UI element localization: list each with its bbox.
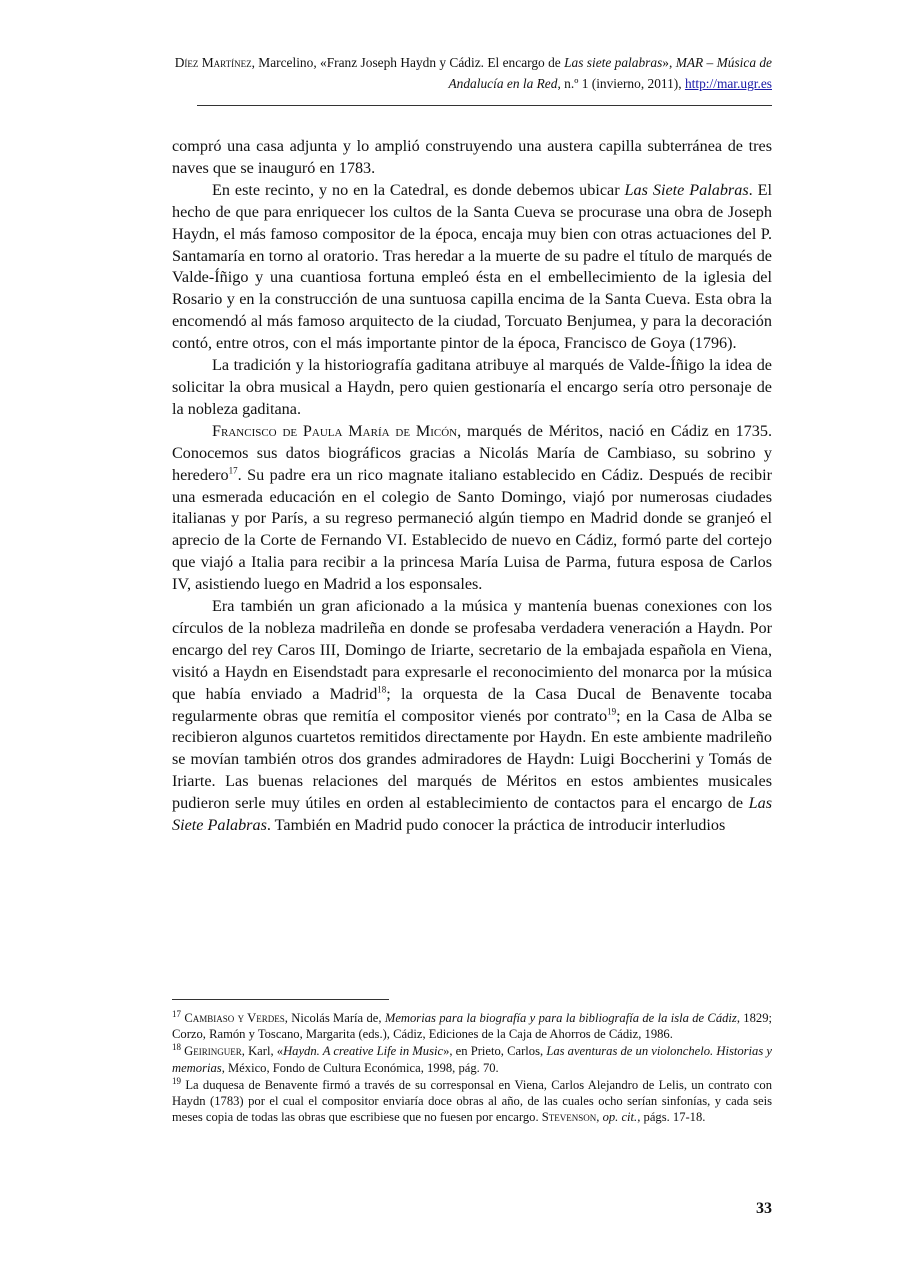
footnote-ref-17[interactable]: 17: [228, 465, 238, 476]
footnote-divider: [172, 999, 389, 1000]
header-after-title: »,: [662, 55, 676, 70]
paragraph-5: Era también un gran aficionado a la música y mantenía buenas conexiones con los círculos de la nobleza madrileña en donde se profesaba verdadera veneración a Haydn. Por encargo del rey Caros III, Domingo de Iriarte, secretario de la embajada española en Viena, visitó a Haydn en Eisendstadt para expresarle el reconocimiento del monarca por la música que había enviado a Madrid$^{18}$; la orquesta de la Casa Ducal de Benavente tocaba regularmente obras que remitía el compositor vienés por contrato$^{19}$; en la Casa de Alba se recibieron algunos cuartetos remitidos directamente por Haydn. En este ambiente madrileño se movían también otros dos grandes admiradores de Haydn: Luigi Boccherini y Tomás de Iriarte. Las buenas relaciones del marqués de Méritos en estos ambientes musicales pudieron serle muy útiles en orden al establecimiento de contactos para el encargo de Las Siete Palabras. También en Madrid pudo conocer la práctica de introducir interludios: [172, 597, 772, 835]
paragraph-2: En este recinto, y no en la Catedral, es donde debemos ubicar Las Siete Palabras. El hecho de que para enriquecer los cultos de la Santa Cueva se procurase una obra de Joseph Haydn, el más famoso compositor de la época, encaja muy bien con otras actuaciones del P. Santamaría en torno al oratorio. Tras heredar a la muerte de su padre el título de marqués de Valde-Íñigo y una cuantiosa fortuna empleó ésta en el embellecimiento de la iglesia del Rosario y en la construcción de una suntuosa capilla encima de la Santa Cueva. Esta obra la encomendó al más famoso arquitecto de la ciudad, Torcuato Benjumea, y para la decoración contó, entre otros, con el más importante pintor de la época, Francisco de Goya (1796).: [172, 180, 772, 353]
footnote-19: $^{19}$ La duquesa de Benavente firmó a través de su corresponsal en Viena, Carlos Alejandro de Lelis, un contrato con Haydn (1783) por el cual el compositor enviaría doce obras al año, de las cuales ocho serían sinfonías, y cada seis meses copia de todas las obras que escribiese que no fuesen por encargo. Stevenson, op. cit., págs. 17-18.: [172, 1075, 772, 1125]
header-url-link[interactable]: http://mar.ugr.es: [684, 76, 772, 91]
footnote-17: $^{17}$ Cambiaso y Verdes, Nicolás María de, Memorias para la biografía y para la bibliografía de la isla de Cádiz, 1829; Corzo, Ramón y Toscano, Margarita (eds.), Cádiz, Ediciones de la Caja de Ahorros de Cádiz, 1986.: [172, 1008, 772, 1042]
header-journal: MAR – Música de Andalucía en la Red: [448, 55, 772, 91]
paragraph-1: compró una casa adjunta y lo amplió construyendo una austera capilla subterránea de tres naves que se inauguró en 1783.: [172, 137, 772, 177]
main-text: [172, 136, 772, 837]
paragraph-4: Francisco de Paula María de Micón, marqués de Méritos, nació en Cádiz en 1735. Conocemos sus datos biográficos gracias a Nicolás María de Cambiaso, su sobrino y heredero$^{17}$. Su padre era un rico magnate italiano establecido en Cádiz. Después de recibir una esmerada educación en el colegio de Santo Domingo, viajó por numerosas ciudades italianas y por París, a su regreso permaneció algún tiempo en Madrid donde se granjeó el aprecio de la Corte de Fernando VI. Establecido de nuevo en Cádiz, formó parte del cortejo que viajó a Italia para recibir a la princesa María Luisa de Parma, futura esposa de Carlos IV, asistiendo luego en Madrid a los esponsales.: [172, 421, 772, 594]
paragraph-3: La tradición y la historiografía gaditana atribuye al marqués de Valde-Íñigo la idea de solicitar la obra musical a Haydn, pero quien gestionaría el encargo sería otro personaje de la nobleza gaditana.: [172, 356, 772, 418]
header-author-rest: , Marcelino, «Franz Joseph Haydn y Cádiz. El encargo de: [251, 55, 565, 70]
page-number: 33: [756, 1200, 772, 1217]
header-author: Díez Martínez: [174, 55, 252, 70]
header-divider: [197, 105, 772, 106]
header-issue: , n.º 1 (invierno, 2011),: [557, 76, 685, 91]
footnotes: [172, 1010, 772, 1126]
header-work-title: Las siete palabras: [564, 55, 663, 70]
running-header: [172, 52, 772, 94]
footnote-ref-18[interactable]: 18: [377, 684, 387, 695]
footnote-ref-19[interactable]: 19: [607, 706, 617, 717]
footnote-18: $^{18}$ Geiringuer, Karl, «Haydn. A creative Life in Music», en Prieto, Carlos, Las aventuras de un violonchelo. Historias y memorias, México, Fondo de Cultura Económica, 1998, pág. 70.: [172, 1042, 772, 1075]
